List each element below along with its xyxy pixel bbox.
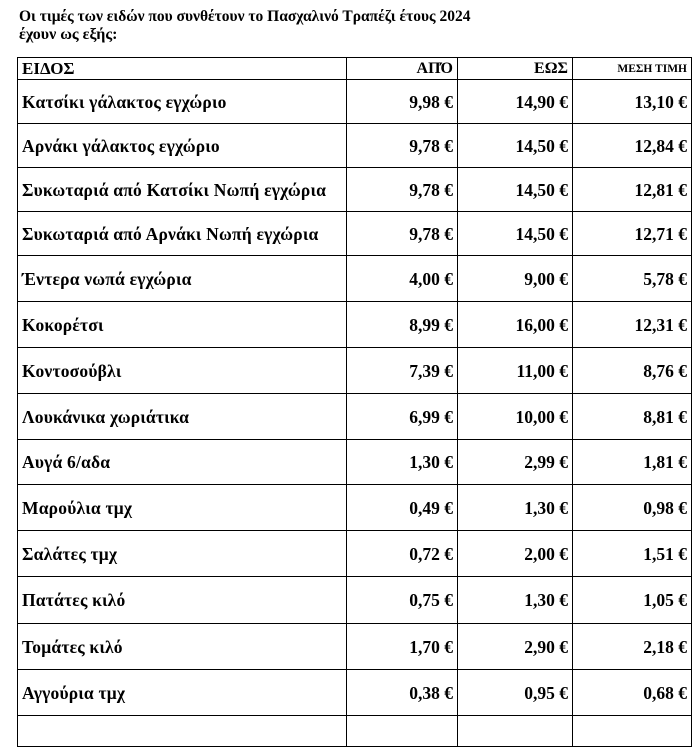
price-to: 14,90 € — [458, 80, 573, 124]
table-header-row — [18, 58, 692, 80]
price-to: 2,00 € — [458, 531, 573, 577]
item-name: Αυγά 6/αδα — [18, 440, 347, 485]
table-row — [18, 624, 692, 670]
price-from: 9,78 € — [347, 168, 458, 212]
header-from: ΑΠΌ — [347, 58, 458, 80]
price-average: 1,05 € — [573, 577, 692, 624]
price-average: 12,31 € — [573, 302, 692, 348]
price-average: 8,76 € — [573, 348, 692, 394]
price-from: 0,75 € — [347, 577, 458, 624]
price-to: 2,99 € — [458, 440, 573, 485]
intro-line-1: Οι τιμές των ειδών που συνθέτουν το Πασχαλινό Τραπέζι έτους 2024 — [19, 8, 471, 25]
table-row — [18, 577, 692, 624]
item-name: Συκωταριά από Κατσίκι Νωπή εγχώρια — [18, 168, 347, 212]
table-row — [18, 440, 692, 485]
price-from: 4,00 € — [347, 256, 458, 302]
price-from: 0,38 € — [347, 670, 458, 716]
header-to: ΕΩΣ — [458, 58, 573, 80]
price-from: 1,70 € — [347, 624, 458, 670]
empty-cell — [347, 716, 458, 747]
intro-line-2: έχουν ως εξής: — [19, 26, 118, 43]
empty-cell — [18, 716, 347, 747]
price-to: 2,90 € — [458, 624, 573, 670]
item-name: Κατσίκι γάλακτος εγχώριο — [18, 80, 347, 124]
price-from: 9,98 € — [347, 80, 458, 124]
price-to: 14,50 € — [458, 124, 573, 168]
price-average: 8,81 € — [573, 394, 692, 440]
price-to: 11,00 € — [458, 348, 573, 394]
price-average: 1,51 € — [573, 531, 692, 577]
price-to: 1,30 € — [458, 577, 573, 624]
price-average: 12,81 € — [573, 168, 692, 212]
price-to: 10,00 € — [458, 394, 573, 440]
price-to: 14,50 € — [458, 212, 573, 256]
price-from: 9,78 € — [347, 124, 458, 168]
price-average: 13,10 € — [573, 80, 692, 124]
item-name: Σαλάτες τμχ — [18, 531, 347, 577]
item-name: Τομάτες κιλό — [18, 624, 347, 670]
price-to: 1,30 € — [458, 485, 573, 531]
price-average: 2,18 € — [573, 624, 692, 670]
easter-table-prices — [17, 57, 692, 747]
table-row — [18, 348, 692, 394]
item-name: Αρνάκι γάλακτος εγχώριο — [18, 124, 347, 168]
price-average: 12,71 € — [573, 212, 692, 256]
price-average: 12,84 € — [573, 124, 692, 168]
price-from: 9,78 € — [347, 212, 458, 256]
table-row — [18, 256, 692, 302]
price-average: 1,81 € — [573, 440, 692, 485]
item-name: Κοντοσούβλι — [18, 348, 347, 394]
table-row — [18, 394, 692, 440]
table-row — [18, 302, 692, 348]
price-to: 9,00 € — [458, 256, 573, 302]
price-to: 14,50 € — [458, 168, 573, 212]
price-from: 0,49 € — [347, 485, 458, 531]
item-name: Μαρούλια τμχ — [18, 485, 347, 531]
header-item: ΕΙΔΟΣ — [18, 58, 347, 80]
table-row-empty — [18, 716, 692, 747]
table-row — [18, 670, 692, 716]
price-average: 0,98 € — [573, 485, 692, 531]
table-row — [18, 168, 692, 212]
item-name: Συκωταριά από Αρνάκι Νωπή εγχώρια — [18, 212, 347, 256]
price-to: 0,95 € — [458, 670, 573, 716]
table-row — [18, 531, 692, 577]
table-row — [18, 80, 692, 124]
price-from: 0,72 € — [347, 531, 458, 577]
price-average: 5,78 € — [573, 256, 692, 302]
price-from: 6,99 € — [347, 394, 458, 440]
item-name: Αγγούρια τμχ — [18, 670, 347, 716]
item-name: Πατάτες κιλό — [18, 577, 347, 624]
item-name: Κοκορέτσι — [18, 302, 347, 348]
price-average: 0,68 € — [573, 670, 692, 716]
item-name: Έντερα νωπά εγχώρια — [18, 256, 347, 302]
price-from: 8,99 € — [347, 302, 458, 348]
price-from: 7,39 € — [347, 348, 458, 394]
empty-cell — [573, 716, 692, 747]
item-name: Λουκάνικα χωριάτικα — [18, 394, 347, 440]
price-to: 16,00 € — [458, 302, 573, 348]
table-row — [18, 124, 692, 168]
header-average: ΜΕΣΗ ΤΙΜΗ — [573, 58, 692, 80]
table-row — [18, 485, 692, 531]
price-from: 1,30 € — [347, 440, 458, 485]
empty-cell — [458, 716, 573, 747]
table-row — [18, 212, 692, 256]
intro-text — [19, 6, 691, 43]
